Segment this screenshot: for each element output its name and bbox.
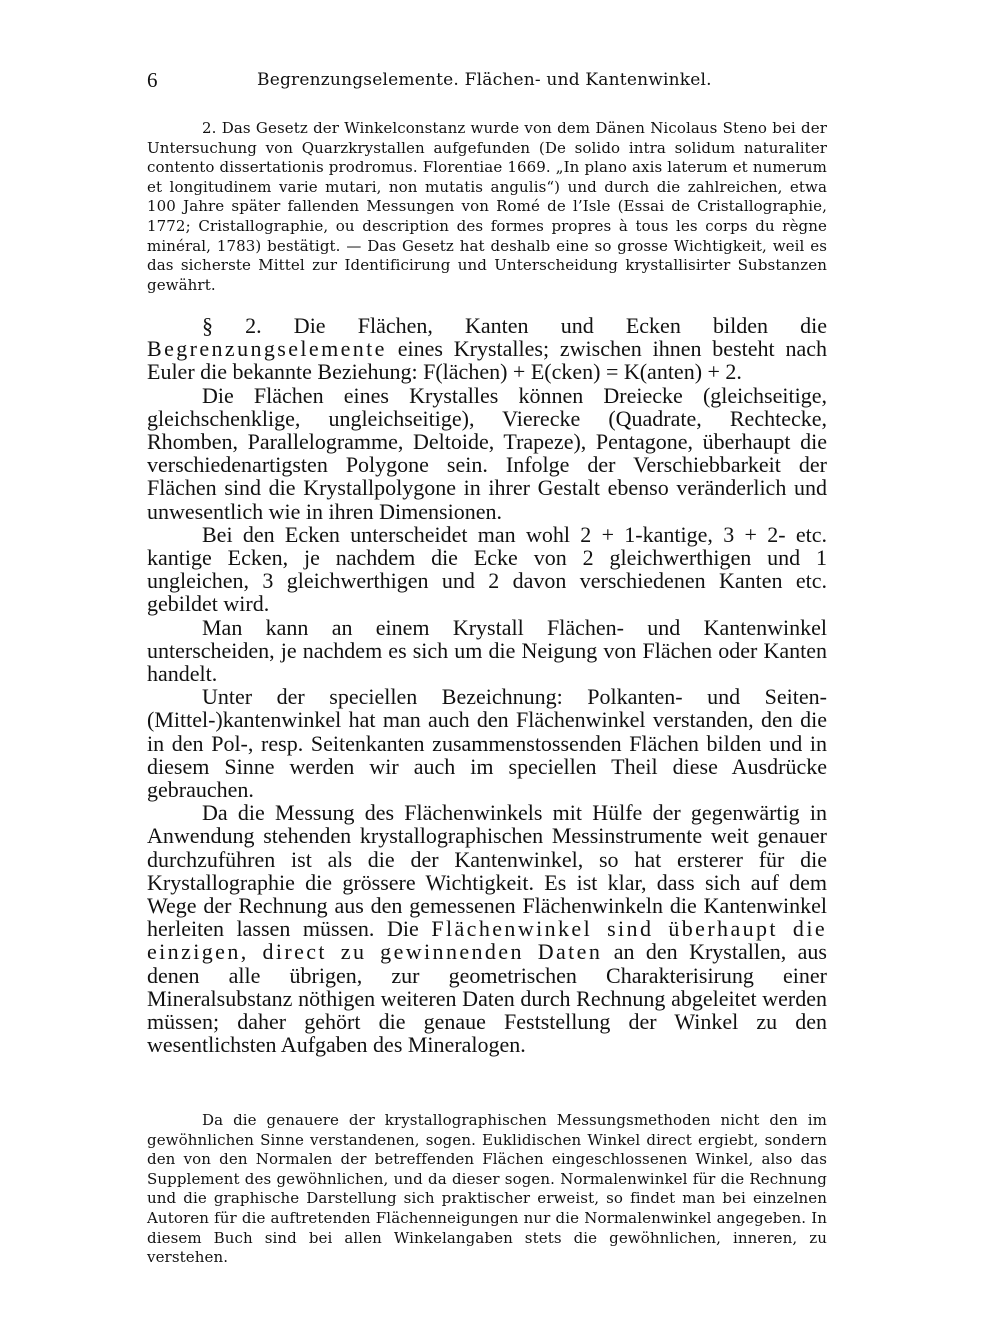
- running-head: Begrenzungselemente. Flächen- und Kantenwinkel.: [257, 70, 712, 90]
- paragraph-polkanten: Unter der speciellen Bezeichnung: Polkanten- und Seiten- (Mittel-)kantenwinkel hat man auch den Flächenwinkel verstanden, den die in den Pol-, resp. Seitenkanten zusammenstossenden Flächen bilden und in diesem Sinne werden wir auch im speciellen Theil diese Ausdrücke gebrauchen.: [147, 684, 827, 803]
- small-print-paragraph: 2. Das Gesetz der Winkelconstanz wurde von dem Dänen Nicolaus Steno bei der Untersuchung von Quarzkrystallen aufgefunden (De solido intra solidum naturaliter contento dissertationis prodromus. Florentiae 1669. „In plano axis laterum et numerum et longitudinem varie mutari, non mutatis angulis“) und durch die zahlreichen, etwa 100 Jahre später fallenden Messungen von Romé de l’Isle (Essai de Cristallographie, 1772; Cristallographie, ou description des formes propres à tous les corps du règne minéral, 1783) bestätigt. — Das Gesetz hat deshalb eine so grosse Wichtigkeit, weil es das sicherste Mittel zur Identificirung und Unterscheidung krystallisirter Substanzen gewährt.: [147, 119, 827, 294]
- paragraph-measurement-rest: an den Krystallen, aus denen alle übrigen, zur geometrischen Charakterisirung einer Mineralsubstanz nöthigen weiteren Daten durch Rechnung abgeleitet werden müssen; daher gehört die genaue Feststellung der Winkel zu den wesentlichsten Aufgaben des Mineralogen.: [147, 939, 827, 1058]
- paragraph-section-2: [147, 314, 827, 384]
- paragraph-corners: Bei den Ecken unterscheidet man wohl 2 + 1-kantige, 3 + 2- etc. kantige Ecken, je nachdem die Ecke von 2 gleichwerthigen und 1 ungleichen, 3 gleichwerthigen und 2 davon verschiedenen Kanten etc. gebildet wird.: [147, 521, 827, 617]
- paragraph-measurement-start: Da die Messung des Flächenwinkels mit Hülfe der gegenwärtig in Anwendung stehenden krystallographischen Messinstrumente weit genauer durchzuführen ist als die der Kantenwinkel, so hat ersterer für die Krystallographie die grössere Wichtigkeit. Es ist klar, dass sich auf dem Wege der Rechnung aus den gemessenen Flächenwinkeln die Kantenwinkel herleiten lassen müssen. Die: [147, 800, 827, 942]
- footnote: [147, 1111, 827, 1268]
- paragraph-measurement: [147, 801, 827, 1056]
- spaced-term-begrenzungselemente: Begrenzungselemente: [147, 336, 387, 362]
- main-text: [147, 314, 827, 1057]
- paragraph-continuation: eines Krystalles; zwischen ihnen besteht nach Euler die bekannte Beziehung: F(lächen) + E(cken) = K(anten) + 2.: [147, 336, 827, 385]
- paragraph-faces: Die Flächen eines Krystalles können Dreiecke (gleichseitige, gleichschenklige, ungleichseitige), Vierecke (Quadrate, Rechtecke, Rhomben, Parallelogramme, Deltoide, Trapeze), Pentagone, überhaupt die verschiedenartigsten Polygone sein. Infolge der Verschiebbarkeit der Flächen sind die Krystallpolygone in ihrer Gestalt ebenso veränderlich und unwesentlich wie in ihren Dimensionen.: [147, 382, 827, 524]
- spaced-phrase-flaechenwinkel: Flächenwinkel sind überhaupt die einzigen, direct zu gewinnenden Daten: [147, 916, 827, 965]
- paragraph-angles: Man kann an einem Krystall Flächen- und Kantenwinkel unterscheiden, je nachdem es sich um die Neigung von Flächen oder Kanten handelt.: [147, 614, 827, 687]
- page-number: 6: [147, 68, 158, 92]
- paragraph-intro: § 2. Die Flächen, Kanten und Ecken bilden die: [202, 313, 827, 338]
- small-print-section: [147, 119, 827, 295]
- page-header: [147, 68, 847, 98]
- footnote-text: Da die genauere der krystallographischen Messungsmethoden nicht den im gewöhnlichen Sinne verstandenen, sogen. Euklidischen Winkel direct ergiebt, sondern den von den Normalen der betreffenden Flächen eingeschlossenen Winkel, also das Supplement des gewöhnlichen, und da dieser sogen. Normalenwinkel für die Rechnung und die graphische Darstellung sich praktischer erweist, so findet man bei einzelnen Autoren für die auftretenden Flächenneigungen nur die Normalenwinkel angegeben. In diesem Buch sind bei allen Winkelangaben stets die gewöhnlichen, inneren, zu verstehen.: [147, 1111, 827, 1267]
